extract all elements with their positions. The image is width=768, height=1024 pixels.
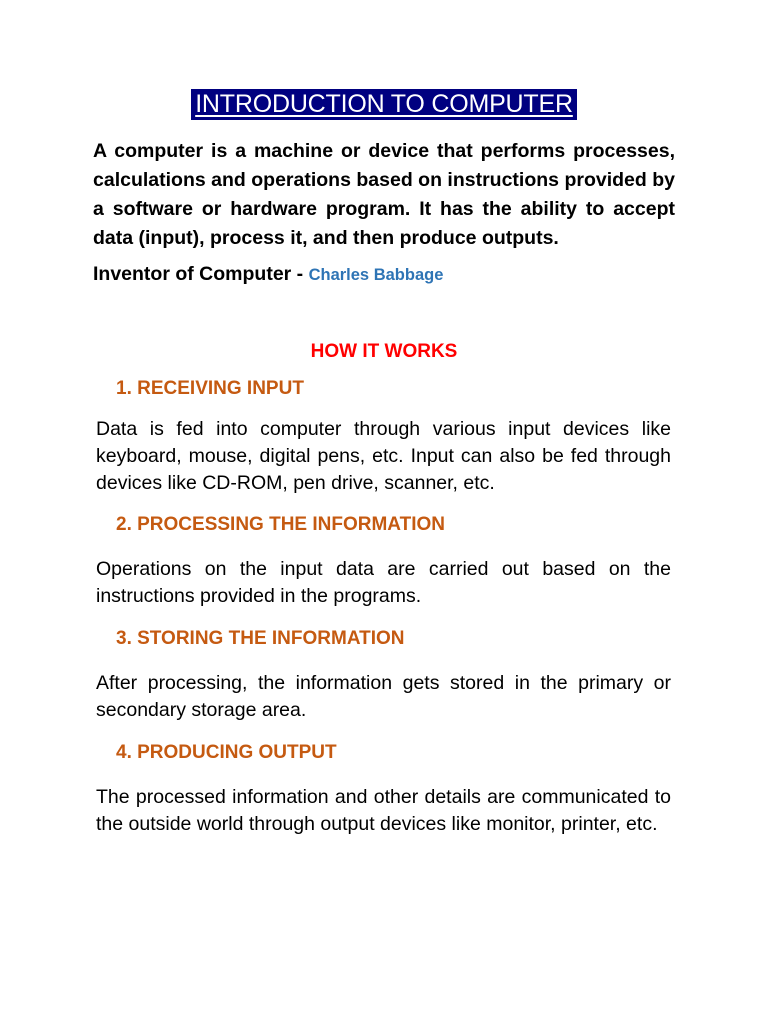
inventor-name: Charles Babbage (308, 266, 444, 284)
inventor-label: Inventor of Computer - (93, 263, 309, 285)
inventor-line (93, 260, 443, 289)
step-2-body: Operations on the input data are carried out based on the instructions provided in the programs. (96, 558, 671, 607)
step-1-body: Data is fed into computer through various input devices like keyboard, mouse, digital pens, etc. Input can also be fed through devices like CD-ROM, pen drive, scanner, etc. (96, 418, 671, 494)
intro-paragraph: A computer is a machine or device that performs processes, calculations and operations based on instructions provided by a software or hardware program. It has the ability to accept data (input), process it, and then produce outputs. (93, 140, 675, 249)
step-3-body: After processing, the information gets stored in the primary or secondary storage area. (96, 672, 671, 721)
step-4-body: The processed information and other details are communicated to the outside world through output devices like monitor, printer, etc. (96, 786, 671, 835)
step-1-title: 1. RECEIVING INPUT (116, 378, 304, 399)
step-3-title: 3. STORING THE INFORMATION (116, 628, 405, 649)
step-2-title: 2. PROCESSING THE INFORMATION (116, 514, 446, 535)
section-heading: HOW IT WORKS (310, 341, 458, 362)
step-4-title: 4. PRODUCING OUTPUT (116, 742, 337, 763)
title-wrapper (0, 89, 768, 120)
document-title: INTRODUCTION TO COMPUTER (191, 89, 577, 120)
